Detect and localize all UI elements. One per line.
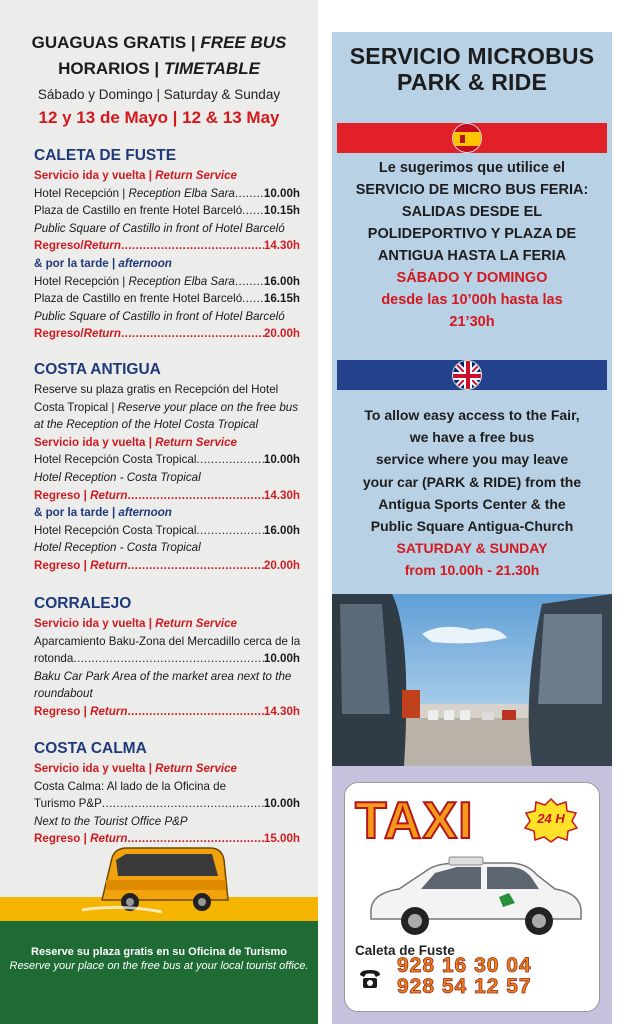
schedule-translation: Public Square of Castillo in front of Hotel Barceló bbox=[34, 309, 285, 323]
schedule-translation: Hotel Reception - Costa Tropical bbox=[34, 541, 201, 555]
telephone-icon bbox=[357, 966, 383, 992]
footer-es: Reserve su plaza gratis en su Oficina de Turismo bbox=[31, 946, 287, 958]
spain-flag-icon bbox=[452, 123, 482, 153]
taxi-logo-text: TAXI bbox=[355, 792, 474, 850]
free-bus-heading bbox=[0, 30, 318, 56]
schedule-row-start: Costa Calma: Al lado de la Oficina de bbox=[34, 779, 227, 793]
schedule-translation: Public Square of Castillo in front of Hotel Barceló bbox=[34, 221, 285, 235]
timetable-en: TIMETABLE bbox=[163, 59, 260, 78]
taxi-advert-area bbox=[332, 766, 612, 1024]
section-title: COSTA ANTIGUA bbox=[34, 361, 161, 378]
microbus-title bbox=[332, 43, 612, 95]
footer-note bbox=[0, 921, 318, 1024]
schedule-row: Turismo P&P ..... 10.00h bbox=[34, 795, 300, 813]
english-text: To allow easy access to the Fair, we have a free bus service where you may leave your car (PARK & RIDE) from the Antigua Sports Center & the Public Square Antigua-Church SATURDAY & SUNDAY from 10.00h - 21.30h bbox=[362, 407, 582, 579]
return-row: Regreso | Return ..... 20.00h bbox=[34, 557, 300, 575]
schedule-row: Hotel Recepción Costa Tropical ..... 10.00h bbox=[34, 451, 300, 469]
taxi-car-icon bbox=[359, 845, 589, 945]
taxi-card bbox=[344, 782, 600, 1012]
spanish-text: Le sugerimos que utilice el SERVICIO DE MICRO BUS FERIA: SALIDAS DESDE EL POLIDEPORTIVO Y PLAZA DE ANTIGUA HASTA LA FERIA SÁBADO Y DOMINGO desde las 10’00h hasta las 21’30h bbox=[355, 160, 589, 330]
section-costa-calma bbox=[34, 739, 300, 848]
service-label: Servicio ida y vuelta | Return Service bbox=[34, 617, 238, 630]
section-caleta-de-fuste bbox=[34, 146, 300, 343]
section-costa-antigua bbox=[34, 360, 300, 575]
days-line: Sábado y Domingo | Saturday & Sunday bbox=[37, 87, 281, 102]
reserve-note: Reserve su plaza gratis en Recepción del Hotel Costa Tropical | Reserve your place on the free bus at the Reception of the Hotel Costa Tropical bbox=[34, 383, 299, 432]
schedule-row: Plaza de Castillo en frente Hotel Barceló ..... 16.15h bbox=[34, 290, 300, 308]
footer-en: Reserve your place on the free bus at your local tourist office. bbox=[9, 960, 309, 972]
section-corralejo bbox=[34, 594, 300, 721]
bus-icon bbox=[82, 840, 232, 920]
schedule-row: Plaza de Castillo en frente Hotel Barceló ..... 10.15h bbox=[34, 202, 300, 220]
taxi-city: Caleta de Fuste bbox=[355, 943, 455, 958]
section-title: COSTA CALMA bbox=[34, 740, 147, 757]
section-title: CALETA DE FUSTE bbox=[34, 147, 177, 164]
badge-24h-text: 24 H bbox=[537, 811, 565, 826]
return-row: Regreso | Return ..... 15.00h bbox=[34, 830, 300, 848]
service-label: Servicio ida y vuelta | Return Service bbox=[34, 435, 238, 449]
return-row: Regreso | Return ..... 14.30h bbox=[34, 703, 300, 721]
microbus-title-line2: PARK & RIDE bbox=[396, 69, 547, 95]
timetable-header bbox=[0, 0, 318, 130]
heading-es: GUAGUAS GRATIS | bbox=[31, 33, 201, 52]
afternoon-label: & por la tarde | afternoon bbox=[34, 506, 172, 520]
return-row: Regreso/Return ..... 14.30h bbox=[34, 237, 300, 255]
heading-en: FREE BUS bbox=[200, 33, 287, 52]
park-and-ride-panel bbox=[318, 0, 626, 1024]
afternoon-label: & por la tarde | afternoon bbox=[34, 256, 172, 270]
dates-line: 12 y 13 de Mayo | 12 & 13 May bbox=[38, 108, 280, 127]
schedule-row: Hotel Recepción | Reception Elba Sara ..... 16.00h bbox=[34, 273, 300, 291]
schedule-translation: Hotel Reception - Costa Tropical bbox=[34, 470, 201, 484]
buses-parking-photo bbox=[332, 594, 612, 766]
timetable-es: HORARIOS | bbox=[58, 59, 164, 78]
phone-number-1[interactable]: 928 16 30 04 bbox=[397, 954, 532, 977]
schedule-row: Hotel Recepción Costa Tropical ..... 16.00h bbox=[34, 522, 300, 540]
service-label: Servicio ida y vuelta | Return Service bbox=[34, 169, 238, 182]
badge-24h bbox=[523, 797, 579, 843]
return-row: Regreso | Return ..... 14.30h bbox=[34, 487, 300, 505]
schedule-translation: Next to the Tourist Office P&P bbox=[34, 814, 188, 828]
schedule-translation: Baku Car Park Area of the market area next to the roundabout bbox=[34, 669, 292, 701]
uk-flag-icon bbox=[452, 360, 482, 390]
schedule-row: rotonda ..... 10.00h bbox=[34, 650, 300, 668]
microbus-title-line1: SERVICIO MICROBUS bbox=[349, 43, 595, 69]
section-title: CORRALEJO bbox=[34, 595, 132, 612]
timetable-heading bbox=[0, 56, 318, 82]
taxi-phone-numbers bbox=[397, 955, 532, 997]
return-row: Regreso/Return ..... 20.00h bbox=[34, 325, 300, 343]
microbus-box bbox=[332, 32, 612, 594]
service-label: Servicio ida y vuelta | Return Service bbox=[34, 762, 238, 775]
schedule-row-start: Aparcamiento Baku-Zona del Mercadillo cerca de la bbox=[34, 634, 301, 648]
phone-number-2[interactable]: 928 54 12 57 bbox=[397, 975, 532, 998]
schedule-row: Hotel Recepción | Reception Elba Sara ..... 10.00h bbox=[34, 185, 300, 203]
